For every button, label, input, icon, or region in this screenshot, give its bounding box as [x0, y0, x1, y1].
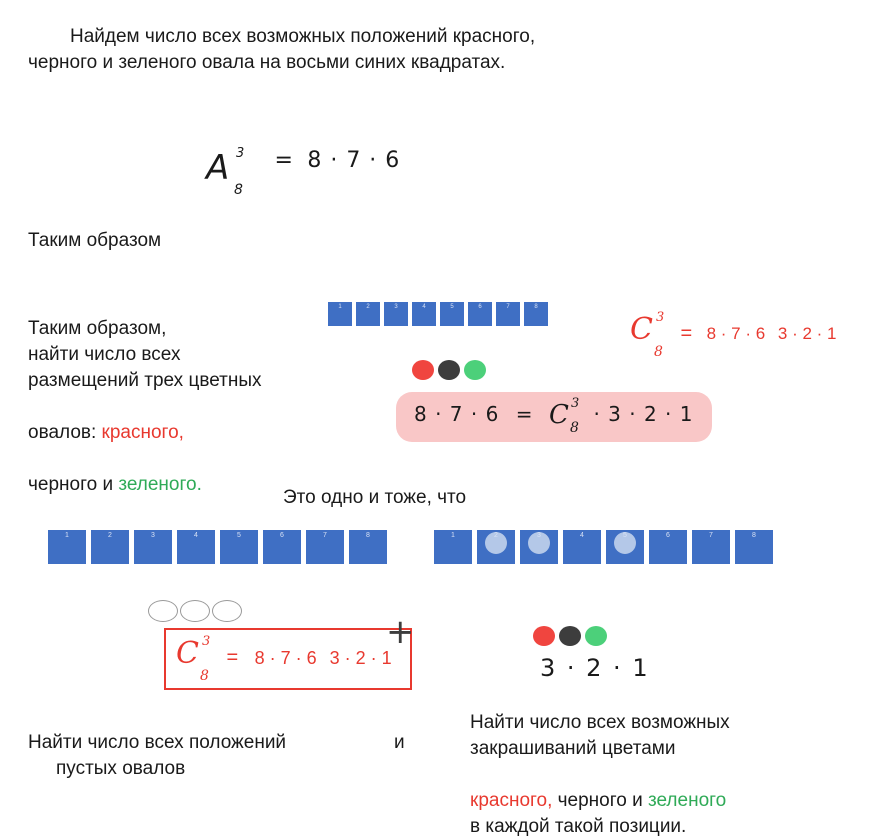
- thus-label: Таким образом: [28, 230, 162, 251]
- highlighted-formula: [396, 392, 712, 442]
- formula-321: 3 · 2 · 1: [540, 654, 650, 682]
- left-line-4-prefix: овалов:: [28, 422, 102, 443]
- fraction-denominator: 3 · 2 · 1: [777, 324, 837, 343]
- a-symbol: A: [206, 148, 230, 188]
- boxed-c-symbol: C: [176, 636, 199, 671]
- square-label: 5: [623, 532, 627, 539]
- blue-square-filled[interactable]: [606, 530, 644, 564]
- blue-square[interactable]: 4: [177, 530, 215, 564]
- formula-combinations-boxed: [164, 628, 412, 690]
- blue-square-filled[interactable]: [520, 530, 558, 564]
- boxed-equals: =: [226, 646, 239, 669]
- blue-strip-right: [434, 530, 778, 564]
- same-thing-label: Это одно и тоже, что: [283, 487, 467, 508]
- bottom-right-text: [470, 710, 870, 840]
- red-oval: [533, 626, 555, 646]
- left-line-3: размещений трех цветных: [28, 370, 262, 391]
- blue-square-filled[interactable]: [477, 530, 515, 564]
- c-symbol: C: [630, 312, 653, 347]
- c-symbol-group: [630, 310, 676, 360]
- blue-square[interactable]: 5: [220, 530, 258, 564]
- bottom-right-green: зеленого: [648, 790, 727, 811]
- blue-square[interactable]: 3: [134, 530, 172, 564]
- left-explanation-block: [28, 316, 328, 498]
- black-oval: [438, 360, 460, 380]
- empty-oval: [212, 600, 242, 622]
- colored-ovals-bottom: [533, 626, 611, 646]
- pill-c-subscript: 8: [570, 420, 579, 436]
- left-line-4: [28, 394, 328, 446]
- fraction: [703, 324, 841, 344]
- blue-square[interactable]: 7: [496, 302, 520, 326]
- pill-tail: · 3 · 2 · 1: [593, 402, 694, 427]
- blue-square[interactable]: 8: [349, 530, 387, 564]
- blue-square[interactable]: 7: [306, 530, 344, 564]
- blue-square[interactable]: 2: [91, 530, 129, 564]
- left-line-4-red: красного,: [101, 422, 184, 443]
- blue-square[interactable]: 1: [328, 302, 352, 326]
- left-line-5-green: зеленого.: [118, 474, 202, 495]
- bottom-right-line-3: [470, 762, 870, 814]
- boxed-fraction: [251, 648, 396, 669]
- pill-lhs: 8 · 7 · 6: [414, 402, 500, 427]
- pill-c-symbol-group: [549, 396, 589, 436]
- equals-sign: =: [274, 148, 293, 173]
- blue-square[interactable]: 6: [263, 530, 301, 564]
- left-line-2: найти число всех: [28, 344, 181, 365]
- bottom-right-line-2: закрашиваний цветами: [470, 738, 676, 759]
- boxed-fraction-denominator: 3 · 2 · 1: [329, 647, 392, 668]
- c-superscript: 3: [656, 310, 665, 325]
- fraction-numerator: 8 · 7 · 6: [706, 324, 766, 343]
- blue-square[interactable]: 8: [735, 530, 773, 564]
- bottom-right-mid: черного и: [552, 790, 648, 811]
- left-line-1: Таким образом,: [28, 318, 167, 339]
- red-oval: [412, 360, 434, 380]
- square-label: 2: [494, 532, 498, 539]
- boxed-c-superscript: 3: [202, 634, 211, 649]
- pill-c-superscript: 3: [571, 396, 580, 411]
- rhs-expression: 8 · 7 · 6: [307, 148, 401, 173]
- colored-ovals-top: [412, 360, 490, 380]
- blue-square[interactable]: 4: [412, 302, 436, 326]
- boxed-c-symbol-group: [176, 634, 222, 684]
- green-oval: [464, 360, 486, 380]
- boxed-c-subscript: 8: [200, 668, 209, 684]
- empty-oval: [180, 600, 210, 622]
- formula-arrangements: [206, 146, 401, 198]
- equals-sign: =: [680, 322, 693, 345]
- bottom-right-line-1: Найти число всех возможных: [470, 712, 730, 733]
- blue-strip-left: [48, 530, 392, 564]
- c-subscript: 8: [654, 344, 663, 360]
- blue-square[interactable]: 1: [434, 530, 472, 564]
- boxed-fraction-numerator: 8 · 7 · 6: [254, 647, 317, 668]
- empty-ovals-group: [148, 600, 244, 622]
- blue-square[interactable]: 5: [440, 302, 464, 326]
- blue-square[interactable]: 8: [524, 302, 548, 326]
- blue-square[interactable]: 1: [48, 530, 86, 564]
- square-label: 3: [537, 532, 541, 539]
- blue-square[interactable]: 6: [649, 530, 687, 564]
- blue-square[interactable]: 3: [384, 302, 408, 326]
- bottom-right-line-4: в каждой такой позиции.: [470, 816, 687, 837]
- blue-square[interactable]: 7: [692, 530, 730, 564]
- left-line-5-prefix: черного и: [28, 474, 119, 495]
- intro-paragraph: Найдем число всех возможных положений красного, черного и зеленого овала на восьми синих квадратах.: [28, 26, 536, 73]
- blue-strip-top: [328, 302, 552, 326]
- bottom-left-line-1: Найти число всех положений: [28, 732, 287, 753]
- blue-square[interactable]: 2: [356, 302, 380, 326]
- blue-square[interactable]: 6: [468, 302, 492, 326]
- bottom-left-text: [28, 730, 348, 782]
- bottom-left-line-2: пустых овалов: [56, 758, 186, 779]
- bottom-right-red: красного,: [470, 790, 553, 811]
- plus-sign: +: [386, 612, 415, 652]
- black-oval: [559, 626, 581, 646]
- a-superscript: 3: [236, 146, 245, 161]
- green-oval: [585, 626, 607, 646]
- a-symbol-group: [206, 146, 258, 198]
- blue-square[interactable]: 4: [563, 530, 601, 564]
- conjunction-label: и: [394, 732, 405, 753]
- a-subscript: 8: [234, 182, 243, 198]
- formula-combinations-right: [630, 310, 841, 360]
- pill-c-symbol: C: [549, 400, 569, 430]
- pill-equals: =: [515, 402, 533, 427]
- empty-oval: [148, 600, 178, 622]
